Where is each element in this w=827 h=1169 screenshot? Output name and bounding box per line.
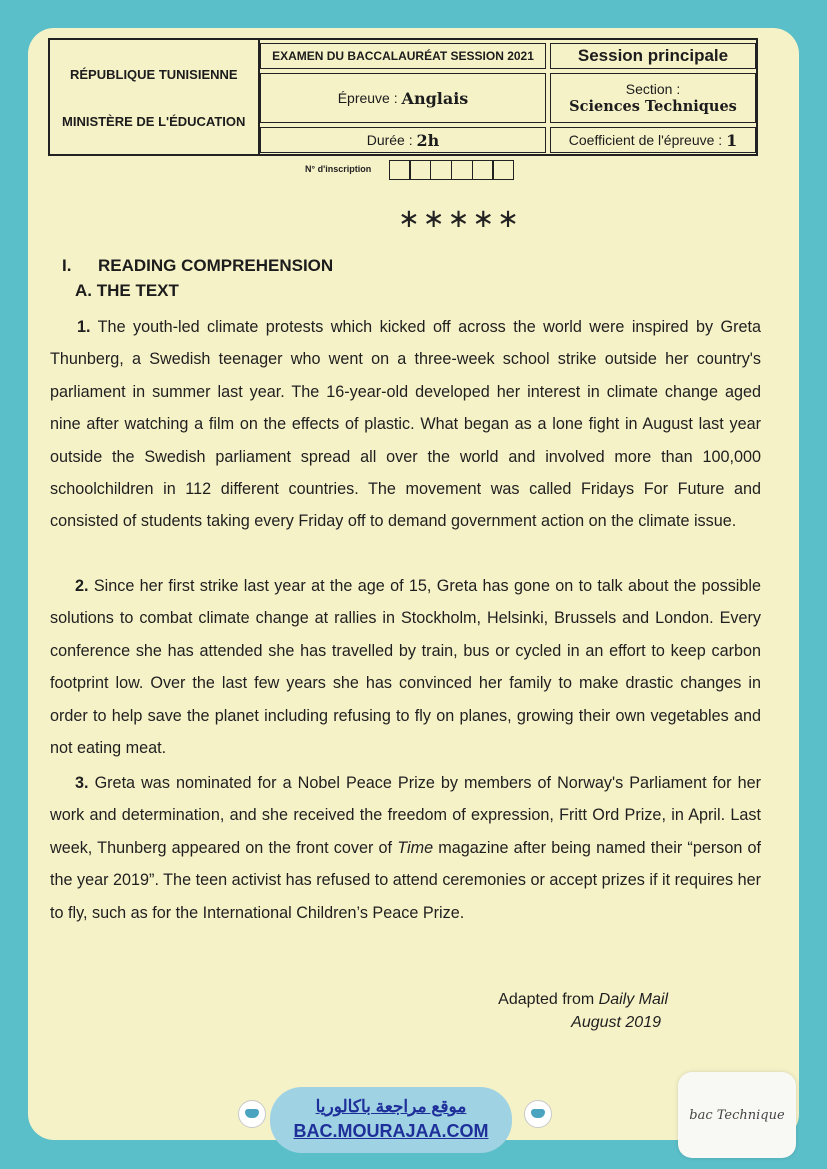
ministry-label: MINISTÈRE DE L'ÉDUCATION	[62, 114, 246, 129]
site-logo-icon	[524, 1100, 552, 1128]
inscription-digit-box[interactable]	[472, 160, 494, 180]
paragraph-text: Greta was nominated for a Nobel Peace Prize by members of Norway's Parliament for her work and determination, and she received the freedom of expression, Fritt Ord Prize, in April. Last week, Thunberg appeared on the front cover of	[50, 774, 761, 857]
section-cell	[550, 73, 756, 123]
duration-label: Durée :	[366, 132, 413, 148]
inscription-boxes[interactable]	[390, 160, 514, 180]
issuer-block	[50, 40, 260, 154]
inscription-digit-box[interactable]	[409, 160, 431, 180]
paragraph-text: Since her first strike last year at the age of 15, Greta has gone on to talk about the possible solutions to combat climate change at rallies in Stockholm, Helsinki, Brussels and London. Every conference she has attended she has travelled by train, bus or cycled in an effort to keep carbon footprint low. Over the last few years she has convinced her family to make drastic changes in order to help save the planet including refusing to fly on planes, growing their own vegetables and not eating meat.	[50, 577, 761, 758]
paragraph-3	[50, 767, 761, 929]
duration-value: 2h	[416, 130, 440, 150]
section-heading	[62, 256, 333, 276]
section-value: Sciences Techniques	[569, 98, 737, 115]
bac-technique-badge: bac Technique	[678, 1072, 796, 1158]
coefficient-cell	[550, 127, 756, 153]
exam-title: EXAMEN DU BACCALAURÉAT SESSION 2021	[260, 43, 546, 69]
session-type: Session principale	[550, 43, 756, 69]
inscription-digit-box[interactable]	[430, 160, 452, 180]
inscription-digit-box[interactable]	[451, 160, 473, 180]
coefficient-label: Coefficient de l'épreuve :	[568, 132, 723, 148]
inscription-digit-box[interactable]	[389, 160, 411, 180]
subsection-heading: A. THE TEXT	[75, 281, 179, 300]
section-title: READING COMPREHENSION	[98, 256, 334, 275]
source-name: Daily Mail	[598, 991, 668, 1008]
section-label: Section :	[625, 81, 681, 97]
site-banner[interactable]	[270, 1087, 512, 1153]
subject-cell	[260, 73, 546, 123]
exam-header	[48, 38, 758, 156]
republic-label: RÉPUBLIQUE TUNISIENNE	[70, 67, 238, 82]
site-url-link[interactable]: BAC.MOURAJAA.COM	[293, 1121, 489, 1141]
paragraph-1	[50, 311, 761, 538]
exam-page	[28, 28, 799, 1140]
paragraph-2	[50, 570, 761, 764]
paragraph-text: The youth-led climate protests which kicked off across the world were inspired by Greta Thunberg, a Swedish teenager who went on a three-week school strike outside her country's parliament in summer last year. The 16-year-old developed her interest in climate change aged nine after watching a film on the effects of plastic. What began as a lone fight in August last year outside the Swedish parliament spread all over the world and involved more than 100,000 schoolchildren in 112 different countries. The movement was called Fridays For Future and consisted of students taking every Friday off to demand government action on the climate issue.	[50, 318, 761, 531]
paragraph-number: 3.	[75, 774, 89, 792]
source-citation	[468, 988, 668, 1034]
paragraph-number: 1.	[77, 318, 91, 336]
paragraph-number: 2.	[75, 577, 89, 595]
magazine-name: Time	[397, 838, 434, 857]
inscription-label: N° d'inscription	[305, 164, 372, 174]
section-number: I.	[62, 256, 72, 275]
source-prefix: Adapted from	[498, 991, 595, 1008]
site-arabic-name[interactable]: موقع مراجعة باكالوريا	[315, 1097, 467, 1116]
inscription-digit-box[interactable]	[492, 160, 514, 180]
source-date: August 2019	[571, 1014, 661, 1031]
paragraph-text: magazine after being named their “person of the year 2019”. The teen activist has refused to attend ceremonies or accept prizes if it requires her to fly, such as for the International Children’s Peace Prize.	[50, 838, 762, 922]
subject-label: Épreuve :	[337, 90, 398, 106]
subject-value: Anglais	[401, 88, 469, 108]
site-logo-icon	[238, 1100, 266, 1128]
duration-cell	[260, 127, 546, 153]
coefficient-value: 1	[726, 130, 738, 150]
separator-stars: ∗∗∗∗∗	[398, 204, 522, 234]
